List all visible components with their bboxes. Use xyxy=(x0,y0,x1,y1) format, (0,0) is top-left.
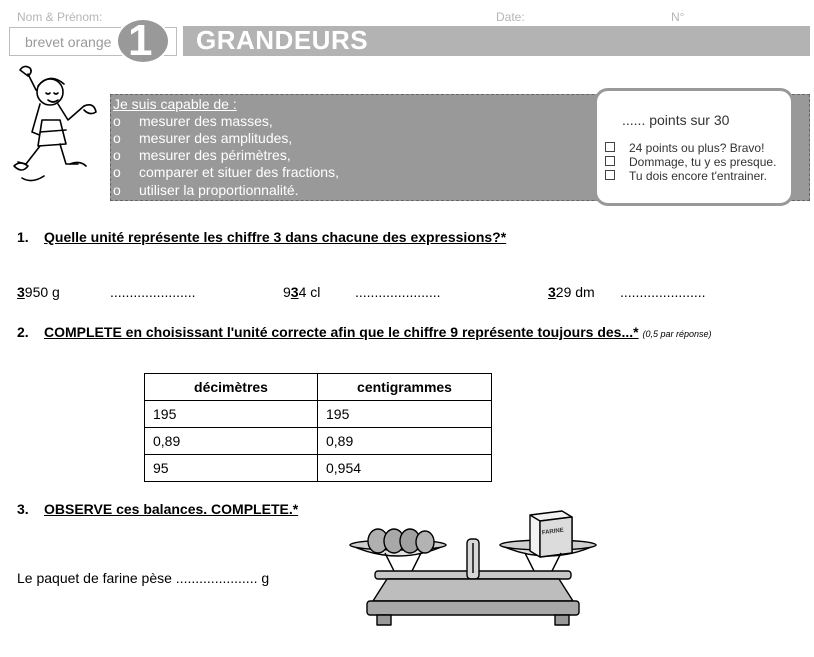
date-label: Date: xyxy=(496,10,525,24)
score-option[interactable]: Dommage, tu y es presque. xyxy=(605,155,776,169)
checkbox-icon[interactable] xyxy=(605,156,615,166)
question-3: 3. OBSERVE ces balances. COMPLETE.* xyxy=(17,501,299,517)
table-cell[interactable]: 95 xyxy=(145,455,318,482)
table-row xyxy=(145,428,492,455)
checkbox-icon[interactable] xyxy=(605,142,615,152)
checkbox-icon[interactable] xyxy=(605,170,615,180)
page-title: GRANDEURS xyxy=(196,25,369,55)
answer-blank-2[interactable]: ...................... xyxy=(355,284,441,300)
score-option[interactable]: Tu dois encore t'entrainer. xyxy=(605,169,767,183)
balance-scale-illustration xyxy=(345,505,605,641)
table-cell[interactable]: 0,954 xyxy=(318,455,492,482)
question-2: 2. COMPLETE en choisissant l'unité correcte afin que le chiffre 9 représente toujours des...* (0,5 par réponse) xyxy=(17,324,712,340)
skill-item: o utiliser la proportionnalité. xyxy=(113,182,299,198)
question-1: 1. Quelle unité représente les chiffre 3 dans chacune des expressions?* xyxy=(17,229,507,245)
name-label: Nom & Prénom: xyxy=(17,10,103,24)
skills-title: Je suis capable de : xyxy=(113,96,237,112)
units-table xyxy=(144,373,492,482)
sheet-number: 1 xyxy=(128,16,153,65)
score-title: ...... points sur 30 xyxy=(622,112,730,128)
flour-box-label: FARINE xyxy=(541,527,565,537)
table-cell[interactable]: 0,89 xyxy=(318,428,492,455)
answer-blank-1[interactable]: ...................... xyxy=(110,284,196,300)
column-header-centigrammes: centigrammes xyxy=(318,374,492,401)
table-cell[interactable]: 0,89 xyxy=(145,428,318,455)
table-cell[interactable]: 195 xyxy=(145,401,318,428)
column-header-decimetres: décimètres xyxy=(145,374,318,401)
question-2-note: (0,5 par réponse) xyxy=(642,329,712,339)
karate-kid-illustration xyxy=(10,60,106,190)
table-header-row xyxy=(145,374,492,401)
table-row xyxy=(145,401,492,428)
skill-item: o mesurer des périmètres, xyxy=(113,147,291,163)
score-option[interactable]: 24 points ou plus? Bravo! xyxy=(605,141,764,155)
expression-3: 329 dm xyxy=(548,284,595,300)
number-label: N° xyxy=(671,10,685,24)
skill-item: o mesurer des amplitudes, xyxy=(113,130,293,146)
flour-weight-sentence: Le paquet de farine pèse ..................... g xyxy=(17,570,270,586)
table-cell[interactable]: 195 xyxy=(318,401,492,428)
level-label: brevet orange xyxy=(25,34,112,50)
expression-2: 934 cl xyxy=(283,284,321,300)
expression-1: 3950 g xyxy=(17,284,60,300)
skill-item: o mesurer des masses, xyxy=(113,113,273,129)
table-row xyxy=(145,455,492,482)
answer-blank-3[interactable]: ...................... xyxy=(620,284,706,300)
skill-item: o comparer et situer des fractions, xyxy=(113,164,339,180)
